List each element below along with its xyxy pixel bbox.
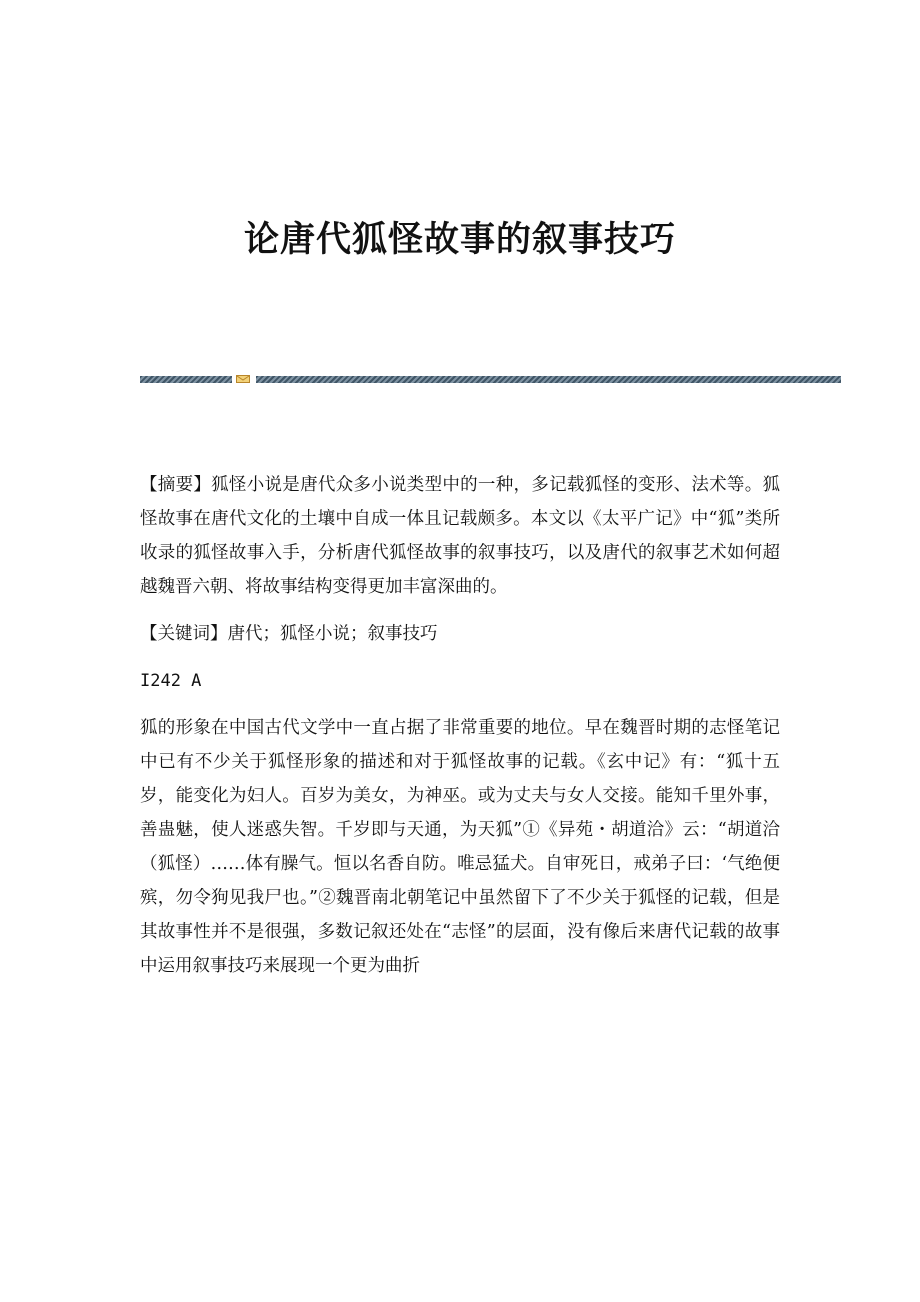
divider-bar-right [256,376,841,383]
body-paragraph: 狐的形象在中国古代文学中一直占据了非常重要的地位。早在魏晋时期的志怪笔记中已有不少关于狐怪形象的描述和对于狐怪故事的记载。《玄中记》有：“狐十五岁，能变化为妇人。百岁为美女，为神巫。或为丈夫与女人交接。能知千里外事，善蛊魅，使人迷惑失智。千岁即与天通，为天狐”①《异苑・胡道洽》云：“胡道洽（狐怪）……体有臊气。恒以名香自防。唯忌猛犬。自审死日，戒弟子曰：‘气绝便殡，勿令狗见我尸也。”②魏晋南北朝笔记中虽然留下了不少关于狐怪的记载，但是其故事性并不是很强，多数记叙还处在“志怪”的层面，没有像后来唐代记载的故事中运用叙事技巧来展现一个更为曲折 [140,718,780,976]
divider-bar-left [140,376,232,383]
abstract-paragraph: 【摘要】狐怪小说是唐代众多小说类型中的一种，多记载狐怪的变形、法术等。狐怪故事在唐代文化的土壤中自成一体且记载颇多。本文以《太平广记》中“狐”类所收录的狐怪故事入手，分析唐代狐怪故事的叙事技巧，以及唐代的叙事艺术如何超越魏晋六朝、将故事结构变得更加丰富深曲的。 [140,475,780,597]
document-body [140,468,780,996]
document-title: 论唐代狐怪故事的叙事技巧 [243,219,676,260]
keywords-paragraph: 【关键词】唐代；狐怪小说；叙事技巧 [140,624,438,644]
classification-code: I242 A [140,671,202,691]
divider-ornament-icon [236,374,250,384]
title-divider [140,374,841,384]
